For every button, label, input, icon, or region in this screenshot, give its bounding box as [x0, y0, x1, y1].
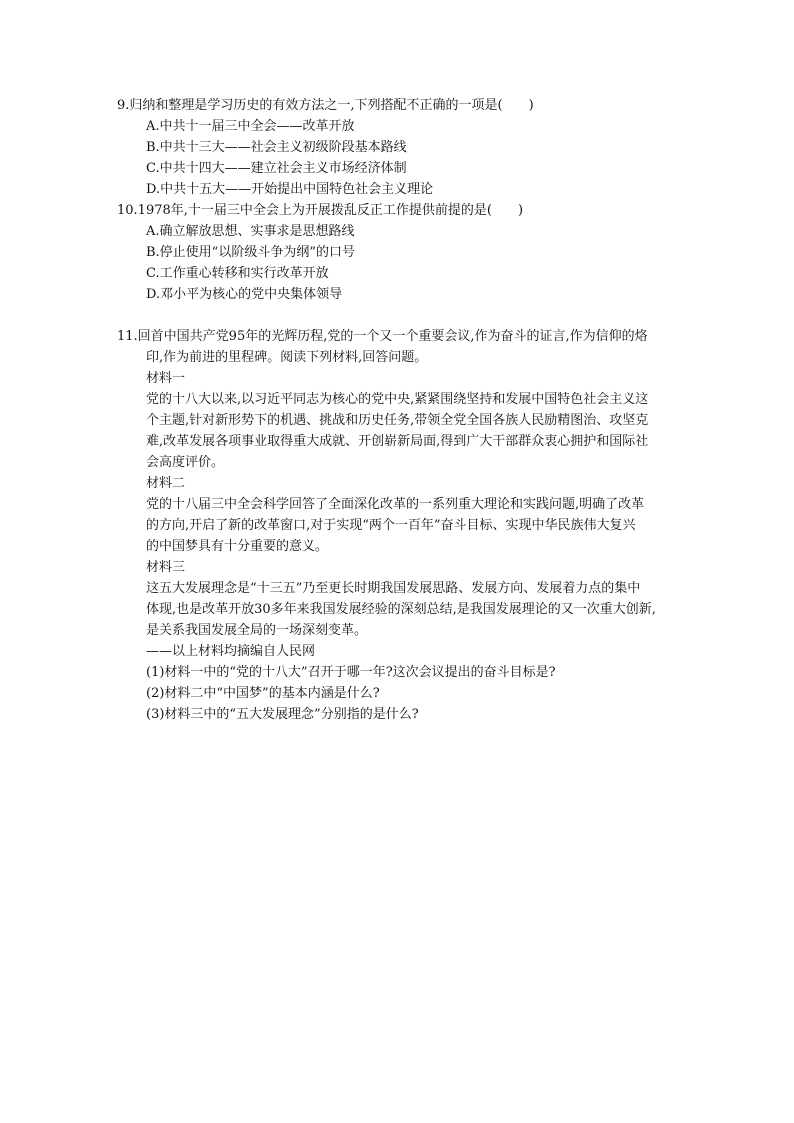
q10-stem: 10.1978年,十一届三中全会上为开展拨乱反正工作提供前提的是( ) [117, 203, 524, 218]
material-3-line: 是关系我国发展全局的一场深刻变革。 [146, 623, 368, 638]
material-3-line: 体现,也是改革开放30多年来我国发展经验的深刻总结,是我国发展理论的又一次重大创新, [146, 602, 656, 617]
material-3-line: 这五大发展理念是“十三五”乃至更长时期我国发展思路、发展方向、发展着力点的集中 [146, 581, 641, 596]
material-3-title: 材料三 [146, 560, 186, 575]
material-1-line: 个主题,针对新形势下的机遇、挑战和历史任务,带领全党全国各族人民励精图治、攻坚克 [146, 413, 649, 428]
q11-subquestion-3: (3)材料三中的“五大发展理念”分别指的是什么? [146, 707, 419, 722]
q10-option-c: C.工作重心转移和实行改革开放 [146, 266, 329, 281]
q11-subquestion-1: (1)材料一中的“党的十八大”召开于哪一年?这次会议提出的奋斗目标是? [146, 665, 556, 680]
material-source: ——以上材料均摘编自人民网 [146, 644, 316, 659]
q10-option-a: A.确立解放思想、实事求是思想路线 [146, 224, 355, 239]
q11-stem-line1: 11.回首中国共产党95年的光辉历程,党的一个又一个重要会议,作为奋斗的证言,作为信仰的烙 [117, 329, 648, 344]
q9-option-a: A.中共十一届三中全会——改革开放 [146, 119, 355, 134]
q9-stem: 9.归纳和整理是学习历史的有效方法之一,下列搭配不正确的一项是( ) [117, 98, 534, 113]
q10-option-b: B.停止使用“以阶级斗争为纲”的口号 [146, 245, 355, 260]
q11-subquestion-2: (2)材料二中“中国梦”的基本内涵是什么? [146, 686, 380, 701]
material-1-line: 党的十八大以来,以习近平同志为核心的党中央,紧紧围绕坚持和发展中国特色社会主义这 [146, 392, 649, 407]
q11-stem-line2: 印,作为前进的里程碑。阅读下列材料,回答问题。 [146, 350, 428, 365]
material-1-line: 难,改革发展各项事业取得重大成就、开创崭新局面,得到广大干部群众衷心拥护和国际社 [146, 434, 649, 449]
material-2-line: 党的十八届三中全会科学回答了全面深化改革的一系列重大理论和实践问题,明确了改革 [146, 497, 645, 512]
material-1-title: 材料一 [146, 371, 186, 386]
q9-option-b: B.中共十三大——社会主义初级阶段基本路线 [146, 140, 407, 155]
q9-option-d: D.中共十五大——开始提出中国特色社会主义理论 [146, 182, 434, 197]
material-1-line: 会高度评价。 [146, 455, 225, 470]
material-2-title: 材料二 [146, 476, 186, 491]
q10-option-d: D.邓小平为核心的党中央集体领导 [146, 287, 343, 302]
material-2-line: 的方向,开启了新的改革窗口,对于实现“两个一百年”奋斗目标、实现中华民族伟大复兴 [146, 518, 636, 533]
material-2-line: 的中国梦具有十分重要的意义。 [146, 539, 329, 554]
q9-option-c: C.中共十四大——建立社会主义市场经济体制 [146, 161, 407, 176]
